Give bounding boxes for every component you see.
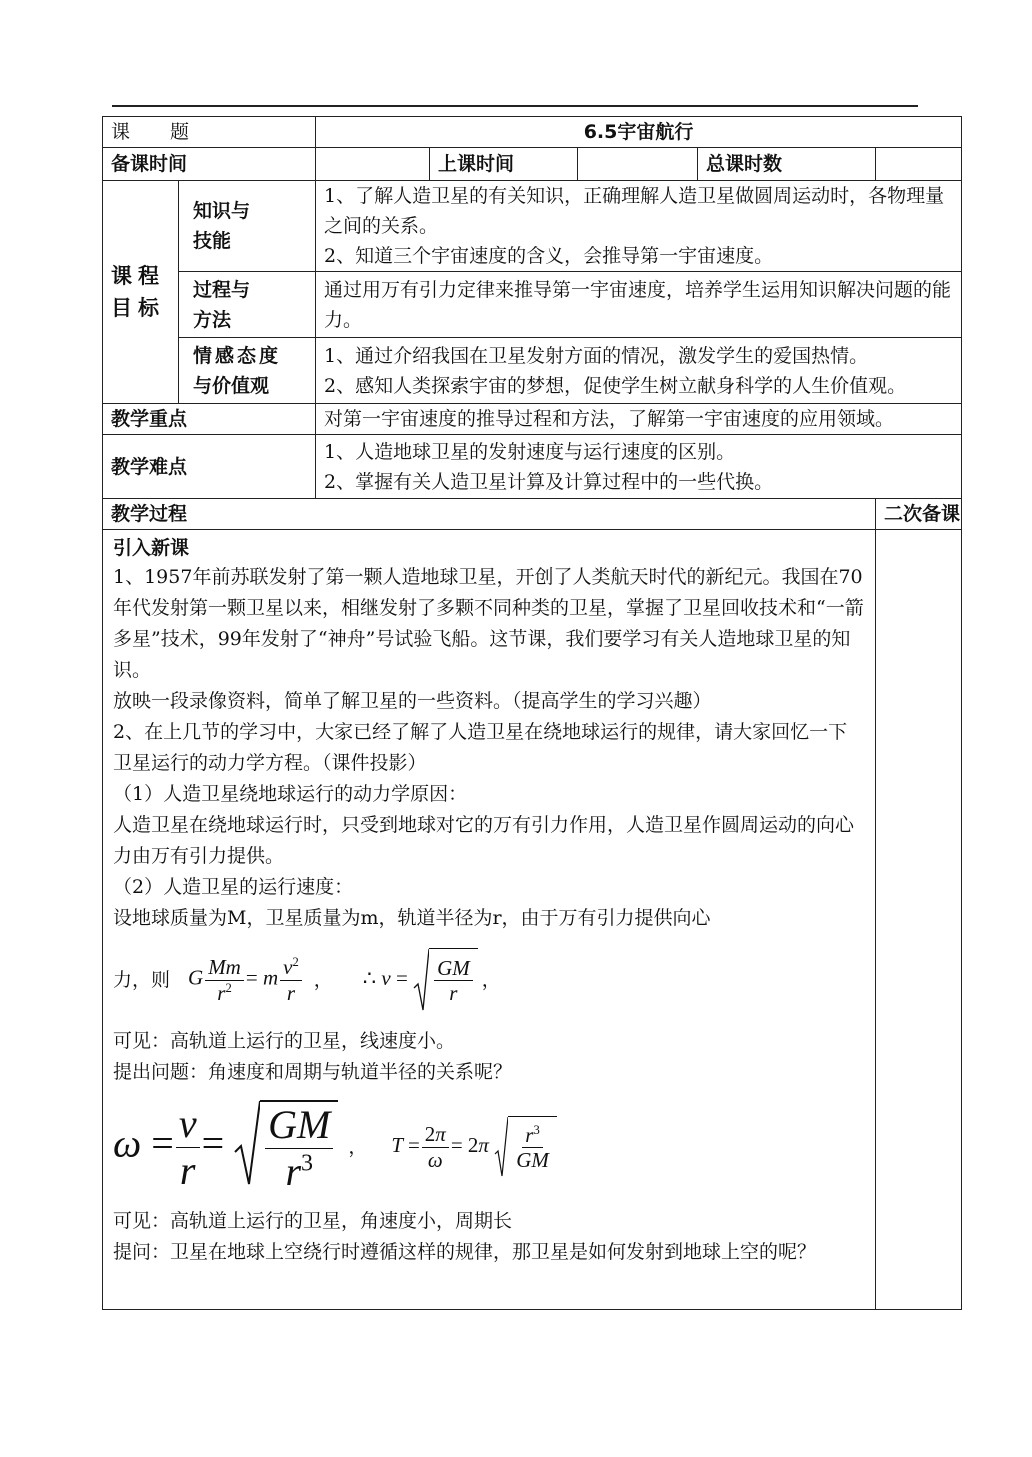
process-method-label-1: 过程与 <box>193 278 251 301</box>
knowledge-line-1: 1、了解人造卫星的有关知识，正确理解人造卫星做圆周运动时，各物理量之间的关系。 <box>324 185 945 237</box>
period-equation: T = $\frac{2\pi}{\omega}$ = 2π $\frac{r^3}{GM}$ <box>391 1116 556 1178</box>
total-hours-value <box>876 148 962 181</box>
knowledge-label-cell <box>179 181 316 272</box>
row-knowledge <box>103 181 962 272</box>
knowledge-line-2: 2、知道三个宇宙速度的含义，会推导第一宇宙速度。 <box>324 245 774 267</box>
process-paragraph-6: （2）人造卫星的运行速度： <box>113 876 354 898</box>
process-paragraph-10: 可见：高轨道上运行的卫星，角速度小，周期长 <box>113 1210 513 1232</box>
total-hours-label: 总课时数 <box>698 148 876 181</box>
process-method-label-2: 方法 <box>193 308 232 331</box>
emotion-label-1: 情感态度 <box>193 344 282 367</box>
header-rule <box>112 105 918 107</box>
row-key-points <box>103 404 962 435</box>
lesson-label: 课题 <box>111 121 230 143</box>
difficulties-content <box>316 435 962 499</box>
class-time-value <box>578 148 698 181</box>
formula-prefix: 力，则 <box>113 969 171 991</box>
process-method-label-cell <box>179 272 316 338</box>
key-points-text: 对第一宇宙速度的推导过程和方法，了解第一宇宙速度的应用领域。 <box>316 404 962 435</box>
process-paragraph-1: 1、1957年前苏联发射了第一颗人造地球卫星，开创了人类航天时代的新纪元。我国在70年代发射第一颗卫星以来，相继发射了多颗不同种类的卫星，掌握了卫星回收技术和“一箭多星”技术，99年发射了“神舟”号试验飞船。这节课，我们要学习有关人造地球卫星的知识。 <box>113 566 864 681</box>
emotion-content <box>316 338 962 404</box>
process-paragraph-7: 设地球质量为M，卫星质量为m，轨道半径为r，由于万有引力提供向心 <box>113 907 711 929</box>
row-difficulties <box>103 435 962 499</box>
angular-formula-row: ω = $\frac{v}{r}$ = $\frac{GM}{r^3}$ ， T = $\frac{2\pi}{\omega}$ = 2π $\frac{r^3}{GM}$ <box>113 1088 865 1206</box>
process-paragraph-3: 2、在上几节的学习中，大家已经了解了人造卫星在绕地球运行的规律，请大家回忆一下卫星运行的动力学方程。（课件投影） <box>113 721 848 774</box>
process-paragraph-2: 放映一段录像资料，简单了解卫星的一些资料。（提高学生的学习兴趣） <box>113 690 712 712</box>
process-method-line-1: 通过用万有引力定律来推导第一宇宙速度，培养学生运用知识解决问题的能力。 <box>324 278 952 331</box>
emotion-line-1: 1、通过介绍我国在卫星发射方面的情况，激发学生的爱国热情。 <box>324 344 869 367</box>
knowledge-content <box>316 181 962 272</box>
emotion-label-cell <box>179 338 316 404</box>
process-paragraph-8: 可见：高轨道上运行的卫星，线速度小。 <box>113 1030 456 1052</box>
row-emotion <box>103 338 962 404</box>
emotion-label-2: 与价值观 <box>193 374 270 397</box>
objectives-label: 课程目标 <box>111 264 165 320</box>
teaching-process-content <box>103 530 876 1310</box>
angular-velocity-equation: ω = $\frac{v}{r}$ = $\frac{GM}{r^3}$ <box>113 1100 338 1195</box>
gravity-equation: G $\frac{Mm}{r^2}$ = m $\frac{v^2}{r}$ <box>188 955 304 1004</box>
velocity-equation: ∴ v = $\frac{GM}{r}$ <box>363 948 478 1012</box>
difficulties-line-2: 2、掌握有关人造卫星计算及计算过程中的一些代换。 <box>324 470 774 493</box>
row-lesson-title <box>103 117 962 148</box>
difficulties-line-1: 1、人造地球卫星的发射速度与运行速度的区别。 <box>324 440 736 463</box>
emotion-line-2: 2、感知人类探索宇宙的梦想，促使学生树立献身科学的人生价值观。 <box>324 374 907 397</box>
process-paragraph-11: 提问：卫星在地球上空绕行时遵循这样的规律，那卫星是如何发射到地球上空的呢？ <box>113 1241 817 1263</box>
velocity-formula-row: 力，则 G $\frac{Mm}{r^2}$ = m $\frac{v^2}{r}$ ， ∴ v = $\frac{GM}{r}$ ， <box>113 934 865 1026</box>
second-prep-label: 二次备课 <box>876 499 962 530</box>
process-method-content <box>316 272 962 338</box>
row-times <box>103 148 962 181</box>
knowledge-label-1: 知识与 <box>193 200 251 222</box>
process-paragraph-5: 人造卫星在绕地球运行时，只受到地球对它的万有引力作用，人造卫星作圆周运动的向心力由万有引力提供。 <box>113 814 855 867</box>
prep-time-value <box>316 148 430 181</box>
process-paragraph-9: 提出问题：角速度和周期与轨道半径的关系呢？ <box>113 1061 513 1083</box>
process-paragraph-4: （1）人造卫星绕地球运行的动力学原因： <box>113 783 468 805</box>
row-process-method <box>103 272 962 338</box>
key-points-label: 教学重点 <box>103 404 316 435</box>
lesson-title-cell <box>316 117 962 148</box>
objectives-label-cell <box>103 181 179 404</box>
lesson-label-cell <box>103 117 316 148</box>
intro-heading: 引入新课 <box>113 537 190 559</box>
difficulties-label: 教学难点 <box>103 435 316 499</box>
knowledge-label-2: 技能 <box>193 230 232 252</box>
row-process-body <box>103 530 962 1310</box>
prep-time-label: 备课时间 <box>103 148 316 181</box>
class-time-label: 上课时间 <box>430 148 578 181</box>
row-process-header <box>103 499 962 530</box>
teaching-process-label: 教学过程 <box>103 499 876 530</box>
lesson-plan-table <box>102 116 962 1310</box>
second-prep-notes <box>876 530 962 1310</box>
lesson-title: 6.5宇宙航行 <box>583 121 694 143</box>
